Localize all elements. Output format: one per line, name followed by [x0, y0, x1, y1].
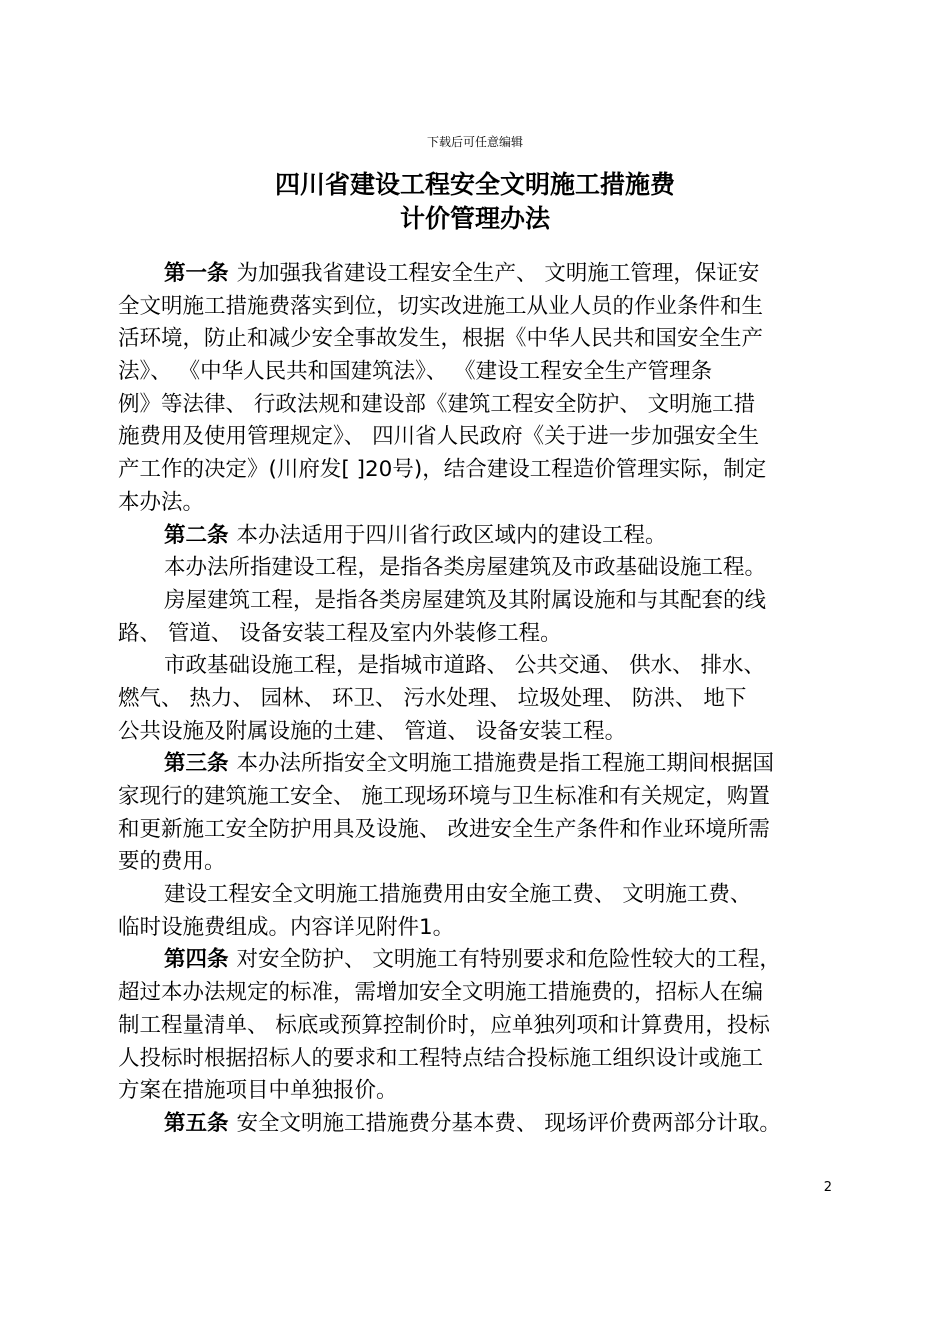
- paragraph-line: 路、 管道、 设备安装工程及室内外装修工程。: [118, 620, 562, 646]
- paragraph-line: 方案在措施项目中单独报价。: [118, 1078, 398, 1104]
- article-heading: 第四条: [164, 947, 229, 973]
- paragraph-line: 家现行的建筑施工安全、 施工现场环境与卫生标准和有关规定，购置: [118, 784, 770, 809]
- title-line-2: 计价管理办法: [399, 204, 550, 233]
- paragraph-line: 本办法。: [118, 489, 205, 515]
- paragraph-line: 市政基础设施工程，是指城市道路、 公共交通、 供水、 排水、: [164, 653, 766, 679]
- paragraph-line: 第一条 为加强我省建设工程安全生产、 文明施工管理，保证安: [164, 261, 760, 286]
- article-heading: 第三条: [164, 751, 229, 777]
- document-title: [0, 168, 950, 236]
- paragraph-line: 要的费用。: [118, 849, 226, 875]
- paragraph-line: 例》等法律、 行政法规和建设部《建筑工程安全防护、 文明施工措: [118, 391, 756, 417]
- paragraph-line: 制工程量清单、 标底或预算控制价时，应单独列项和计算费用，投标: [118, 1012, 770, 1038]
- paragraph-line: 第三条 本办法所指安全文明施工措施费是指工程施工期间根据国: [164, 751, 775, 777]
- paragraph-line: 全文明施工措施费落实到位，切实改进施工从业人员的作业条件和生: [118, 293, 764, 319]
- article-heading: 第二条: [164, 522, 229, 548]
- document-body: [118, 258, 834, 1141]
- header-note: 下载后可任意编辑: [426, 135, 523, 149]
- paragraph-line: 建设工程安全文明施工措施费用由安全施工费、 文明施工费、: [164, 882, 752, 908]
- paragraph-line: 本办法所指建设工程，是指各类房屋建筑及市政基础设施工程。: [164, 555, 767, 581]
- paragraph-line: 活环境，防止和减少安全事故发生，根据《中华人民共和国安全生产: [118, 326, 764, 352]
- paragraph-line: 产工作的决定》(川府发[ ]20号)，结合建设工程造价管理实际，制定: [118, 457, 767, 483]
- paragraph-line: 人投标时根据招标人的要求和工程特点结合投标施工组织设计或施工: [118, 1045, 764, 1071]
- paragraph-line: 公共设施及附属设施的土建、 管道、 设备安装工程。: [118, 718, 627, 744]
- paragraph-line: 燃气、 热力、 园林、 环卫、 污水处理、 垃圾处理、 防洪、 地下: [118, 685, 747, 711]
- paragraph-line: 和更新施工安全防护用具及设施、 改进安全生产条件和作业环境所需: [118, 816, 770, 842]
- paragraph-line: 房屋建筑工程，是指各类房屋建筑及其附属设施和与其配套的线: [164, 587, 767, 613]
- article-heading: 第一条: [164, 261, 229, 286]
- paragraph-line: 超过本办法规定的标准，需增加安全文明施工措施费的，招标人在编: [118, 980, 764, 1006]
- title-line-1: 四川省建设工程安全文明施工措施费: [274, 170, 675, 199]
- paragraph-line: 法》、 《中华人民共和国建筑法》、 《建设工程安全生产管理条: [118, 359, 713, 385]
- paragraph-line: 第四条 对安全防护、 文明施工有特别要求和危险性较大的工程，: [164, 947, 781, 973]
- paragraph-line: 临时设施费组成。内容详见附件1。: [118, 914, 455, 940]
- paragraph-line: 第五条 安全文明施工措施费分基本费、 现场评价费两部分计取。: [164, 1110, 781, 1136]
- article-heading: 第五条: [164, 1110, 229, 1136]
- paragraph-line: 施费用及使用管理规定》、 四川省人民政府《关于进一步加强安全生: [118, 424, 760, 450]
- paragraph-line: 第二条 本办法适用于四川省行政区域内的建设工程。: [164, 522, 667, 548]
- page-number: 2: [823, 1180, 832, 1195]
